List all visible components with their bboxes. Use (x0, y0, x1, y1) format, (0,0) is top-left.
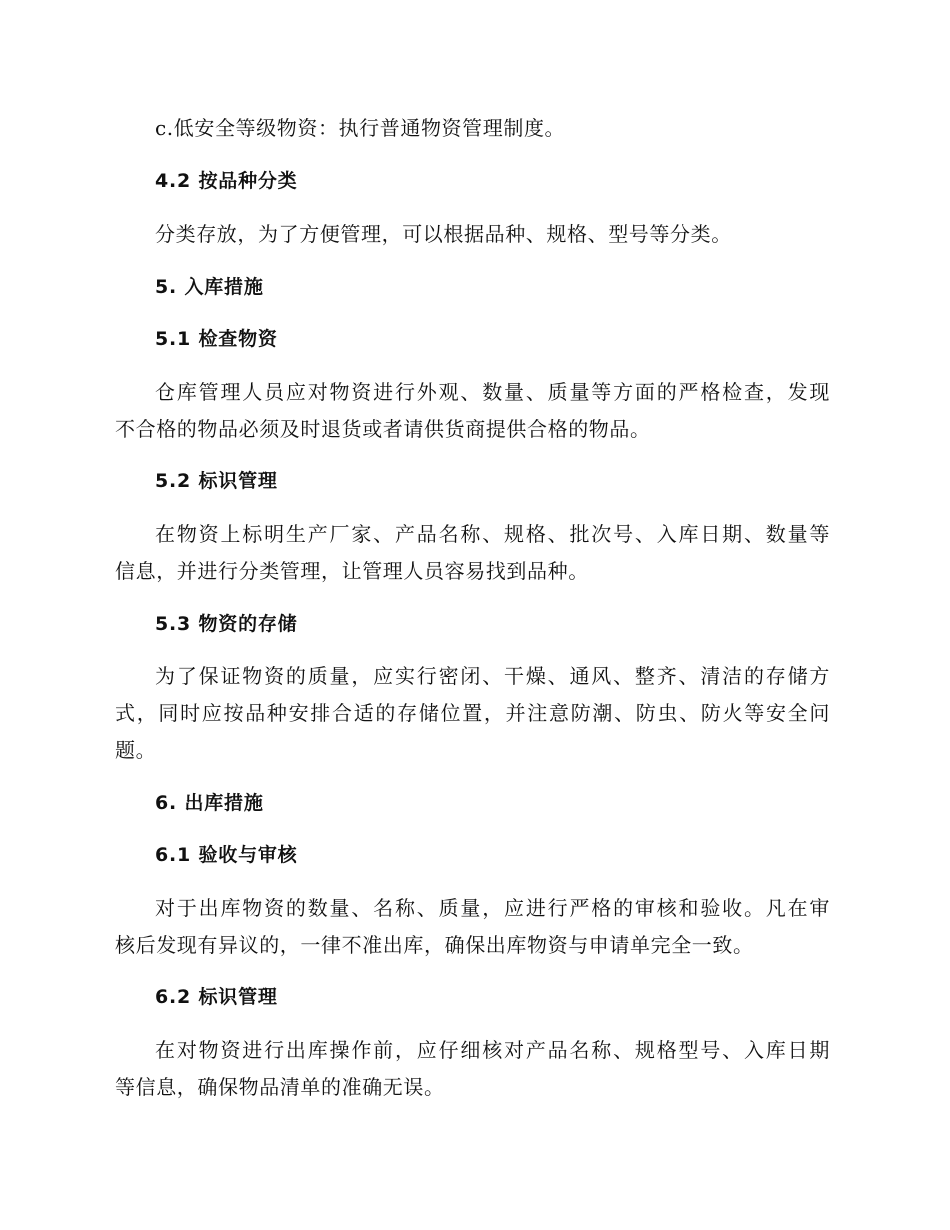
paragraph-line: c.低安全等级物资：执行普通物资管理制度。 (155, 116, 566, 140)
section-heading-6-2: 6.2 标识管理 (155, 986, 278, 1008)
section-heading-5-2: 5.2 标识管理 (155, 470, 278, 492)
paragraph-line: 分类存放，为了方便管理，可以根据品种、规格、型号等分类。 (155, 222, 732, 246)
section-heading-6: 6. 出库措施 (155, 792, 264, 814)
paragraph-line: 对于出库物资的数量、名称、质量，应进行严格的审核和验收。凡在审 (155, 896, 830, 920)
paragraph-line: 信息，并进行分类管理，让管理人员容易找到品种。 (115, 559, 589, 583)
section-heading-5-1: 5.1 检查物资 (155, 328, 278, 350)
section-heading-4-2: 4.2 按品种分类 (155, 170, 298, 192)
paragraph-line: 不合格的物品必须及时退货或者请供货商提供合格的物品。 (115, 417, 651, 441)
paragraph-line: 仓库管理人员应对物资进行外观、数量、质量等方面的严格检查，发现 (155, 380, 830, 404)
section-heading-5: 5. 入库措施 (155, 276, 264, 298)
section-heading-6-1: 6.1 验收与审核 (155, 844, 298, 866)
paragraph-line: 题。 (115, 738, 157, 762)
paragraph-line: 为了保证物资的质量，应实行密闭、干燥、通风、整齐、清洁的存储方 (155, 664, 830, 688)
paragraph-line: 核后发现有异议的，一律不准出库，确保出库物资与申请单完全一致。 (115, 933, 754, 957)
paragraph-line: 在对物资进行出库操作前，应仔细核对产品名称、规格型号、入库日期 (155, 1038, 830, 1062)
paragraph-line: 式，同时应按品种安排合适的存储位置，并注意防潮、防虫、防火等安全问 (115, 701, 830, 725)
paragraph-line: 在物资上标明生产厂家、产品名称、规格、批次号、入库日期、数量等 (155, 522, 830, 546)
paragraph-line: 等信息，确保物品清单的准确无误。 (115, 1075, 445, 1099)
section-heading-5-3: 5.3 物资的存储 (155, 613, 298, 635)
